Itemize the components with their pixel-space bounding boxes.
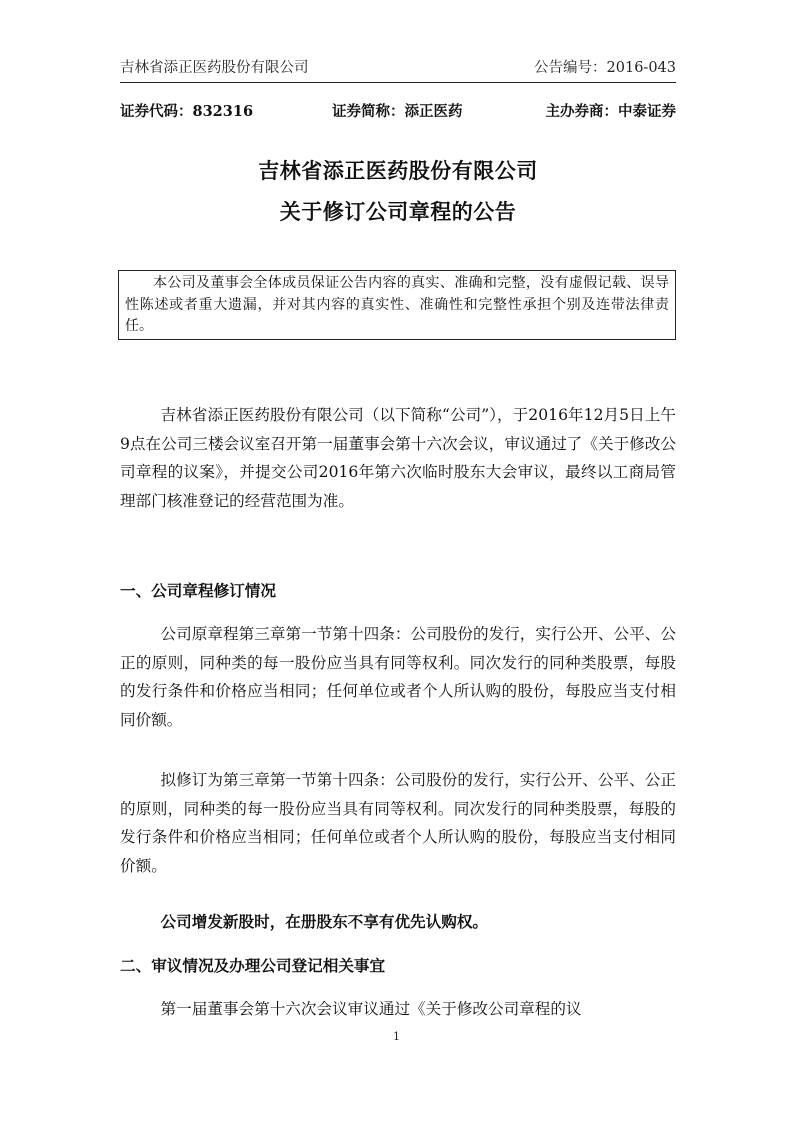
revised-clause-paragraph: 拟修订为第三章第一节第十四条：公司股份的发行，实行公开、公平、公正的原则，同种类的每一股份应当具有同等权利。同次发行的同种类股票，每股的发行条件和价格应当相同；任何单位或者个人所认购的股份，每股应当支付相同价额。 <box>120 771 676 875</box>
document-title-line1: 吉林省添正医药股份有限公司 <box>258 158 538 183</box>
original-clause-paragraph: 公司原章程第三章第一节第十四条：公司股份的发行，实行公开、公平、公正的原则，同种类的每一股份应当具有同等权利。同次发行的同种类股票，每股的发行条件和价格应当相同；任何单位或者个人所认购的股份，每股应当支付相同价额。 <box>120 625 676 729</box>
added-clause-paragraph: 公司增发新股时，在册股东不享有优先认购权。 <box>160 912 489 931</box>
disclaimer-box: 本公司及董事会全体成员保证公告内容的真实、准确和完整，没有虚假记载、误导性陈述或者重大遗漏，并对其内容的真实性、准确性和完整性承担个别及连带法律责任。 <box>118 270 676 340</box>
running-header <box>120 58 676 82</box>
page-number: 1 <box>393 1030 400 1043</box>
securities-abbreviation: 证券简称：添正医药 <box>332 103 463 120</box>
intro-paragraph: 吉林省添正医药股份有限公司（以下简称“公司”），于2016年12月5日上午9点在公司三楼会议室召开第一届董事会第十六次会议，审议通过了《关于修改公司章程的议案》，并提交公司2016年第六次临时股东大会审议，最终以工商局管理部门核准登记的经营范围为准。 <box>120 406 676 510</box>
section-heading-1: 一、公司章程修订情况 <box>120 581 276 600</box>
securities-code: 证券代码：832316 <box>120 103 254 120</box>
header-company-name: 吉林省添正医药股份有限公司 <box>120 60 309 76</box>
header-divider <box>120 82 676 83</box>
section-heading-2: 二、审议情况及办理公司登记相关事宜 <box>120 956 386 975</box>
securities-info <box>120 101 676 123</box>
lead-broker: 主办券商：中泰证券 <box>545 103 676 120</box>
section2-paragraph: 第一届董事会第十六次会议审议通过《关于修改公司章程的议 <box>160 1000 582 1018</box>
header-announcement-number: 公告编号：2016-043 <box>534 60 676 76</box>
document-title-line2: 关于修订公司章程的公告 <box>279 199 517 224</box>
